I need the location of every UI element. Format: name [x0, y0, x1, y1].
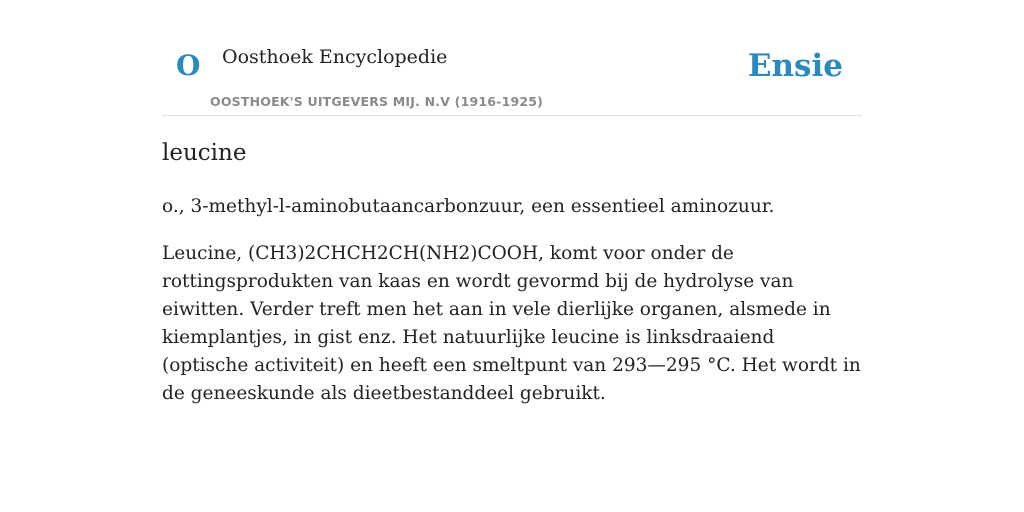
entry-body: Leucine, (CH3)2CHCH2CH(NH2)COOH, komt voor onder de rottingsprodukten van kaas en wordt gevormd bij de hydrolyse van eiwitten. Verder treft men het aan in vele dierlijke organen, alsmede in kiemplantjes, in gist enz. Het natuurlijke leucine is linksdraaiend (optische activiteit) en heeft een smeltpunt van 293—295 °C. Het wordt in de geneeskunde als dieetbestanddeel gebruikt. — [162, 243, 861, 404]
source-header — [162, 0, 862, 116]
source-title[interactable]: Oosthoek Encyclopedie — [222, 46, 448, 68]
oosthoek-logo[interactable]: O — [176, 49, 201, 82]
ensie-brand-logo[interactable]: Ensie — [747, 48, 843, 84]
entry-definition: o., 3-methyl-l-aminobutaancarbonzuur, een essentieel aminozuur. — [162, 196, 775, 217]
source-subtitle: OOSTHOEK'S UITGEVERS MIJ. N.V (1916-1925) — [210, 94, 544, 109]
entry-headword: leucine — [162, 140, 247, 166]
encyclopedia-page — [162, 0, 862, 404]
